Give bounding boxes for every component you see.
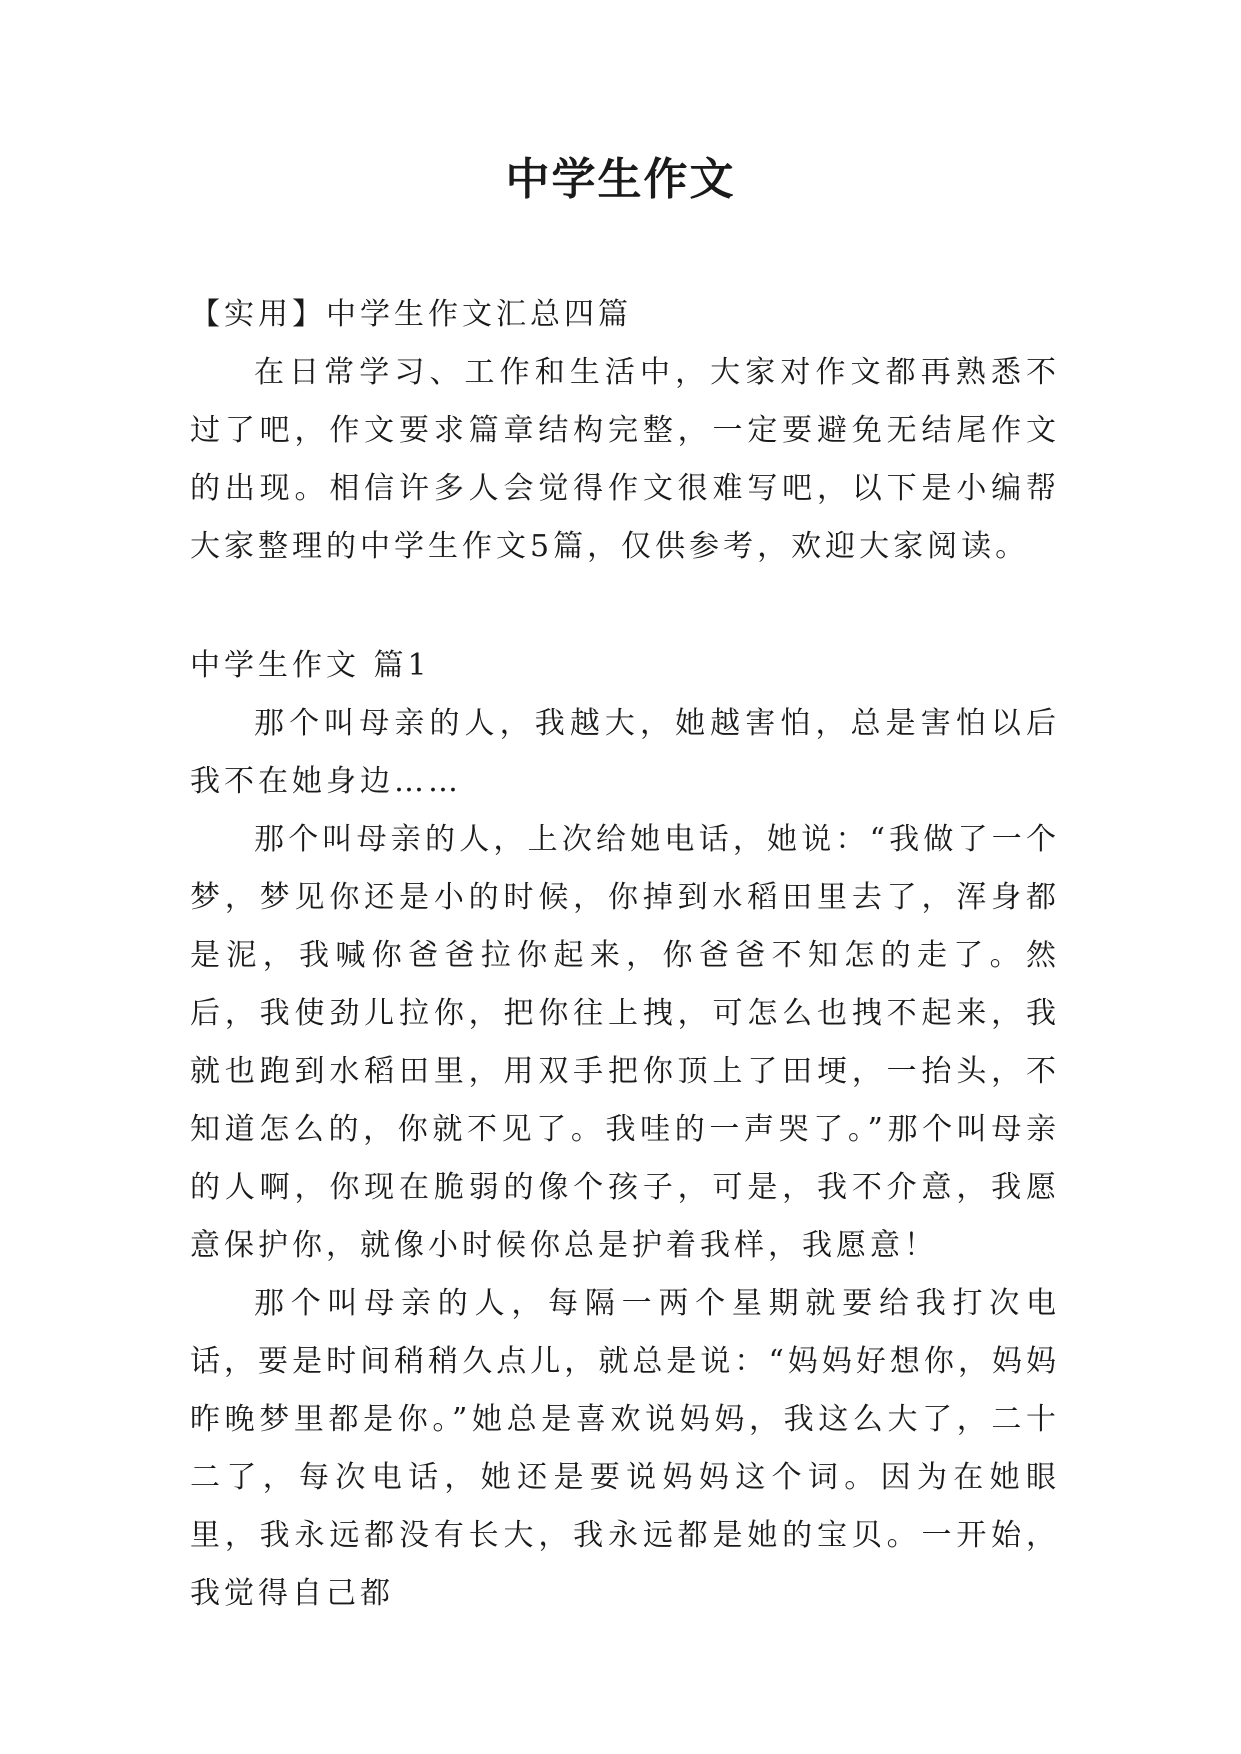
section-heading: 中学生作文 篇1 — [190, 648, 431, 683]
essay-paragraph-1: 那个叫母亲的人，我越大，她越害怕，总是害怕以后我不在她身边…… — [190, 706, 1060, 799]
essay-paragraph-3: 那个叫母亲的人，每隔一两个星期就要给我打次电话，要是时间稍稍久点儿，就总是说：“妈妈好想你，妈妈昨晚梦里都是你。”她总是喜欢说妈妈，我这么大了，二十二了，每次电话，她还是要说妈妈这个词。因为在她眼里，我永远都没有长大，我永远都是她的宝贝。一开始，我觉得自己都 — [190, 1286, 1060, 1611]
page-title: 中学生作文 — [505, 154, 736, 205]
essay-body — [190, 695, 1060, 1623]
document-subtitle: 【实用】中学生作文汇总四篇 — [190, 297, 632, 332]
intro-block — [190, 344, 1060, 576]
intro-paragraph: 在日常学习、工作和生活中，大家对作文都再熟悉不过了吧，作文要求篇章结构完整，一定要避免无结尾作文的出现。相信许多人会觉得作文很难写吧，以下是小编帮大家整理的中学生作文5篇，仅供参考，欢迎大家阅读。 — [190, 355, 1060, 564]
essay-paragraph-2: 那个叫母亲的人，上次给她电话，她说：“我做了一个梦，梦见你还是小的时候，你掉到水稻田里去了，浑身都是泥，我喊你爸爸拉你起来，你爸爸不知怎的走了。然后，我使劲儿拉你，把你往上拽，可怎么也拽不起来，我就也跑到水稻田里，用双手把你顶上了田埂，一抬头，不知道怎么的，你就不见了。我哇的一声哭了。”那个叫母亲的人啊，你现在脆弱的像个孩子，可是，我不介意，我愿意保护你，就像小时候你总是护着我样，我愿意！ — [190, 822, 1060, 1263]
